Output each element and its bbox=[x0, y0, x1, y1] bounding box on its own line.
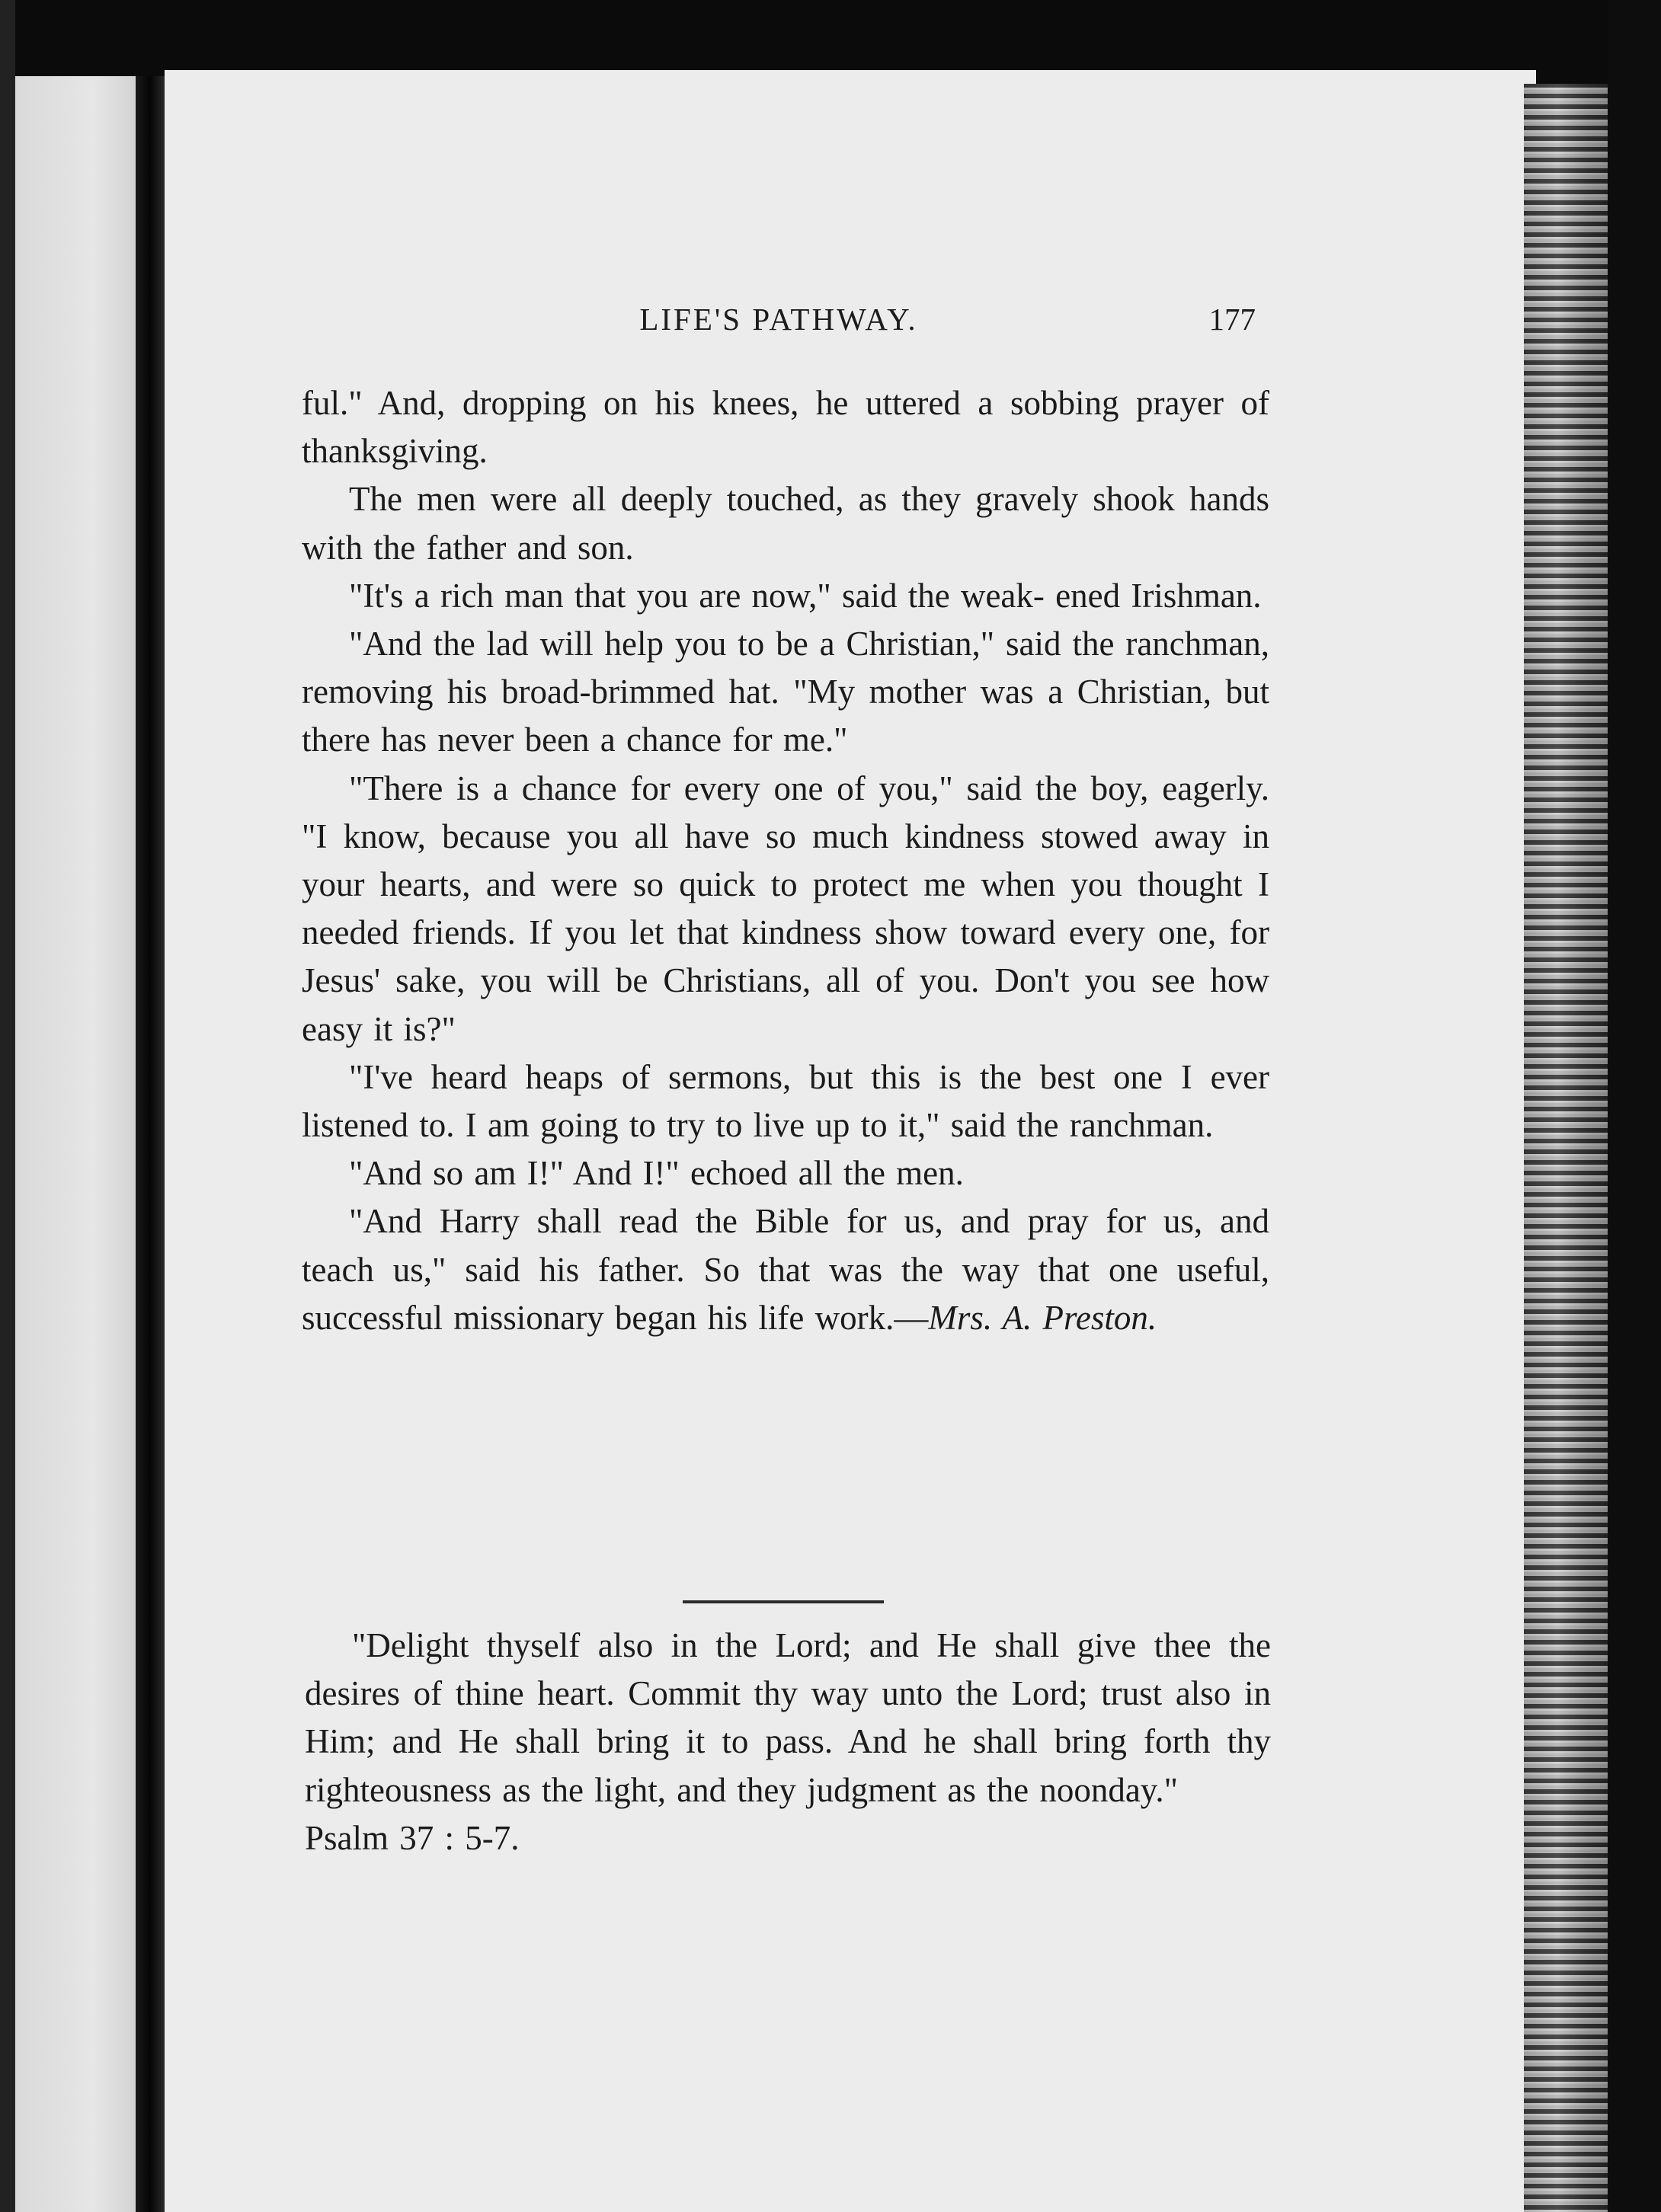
paragraph: "There is a chance for every one of you," said the boy, eagerly. "I know, because you all have so much kindness stowed away in your hearts, and were so quick to protect me when you thought I needed friends. If you let that kindness show toward every one, for Jesus' sake, you will be Christians, all of you. Don't you see how easy it is?" bbox=[302, 769, 1269, 1048]
paragraph: "And so am I!" And I!" echoed all the men. bbox=[349, 1154, 964, 1193]
body-text bbox=[302, 379, 1269, 1342]
scripture-text: "Delight thyself also in the Lord; and He shall give thee the desires of thine heart. Commit thy way unto the Lord; trust also in Him; and He shall bring it to pass. And he shall bring forth thy righteousness as the light, and they judgment as the noonday." bbox=[305, 1626, 1271, 1809]
scan-background-right bbox=[1608, 0, 1661, 2212]
paragraph: "I've heard heaps of sermons, but this is the best one I ever listened to. I am going to try to live up to it," said the ranchman. bbox=[302, 1057, 1269, 1145]
book-binding-gutter bbox=[136, 76, 165, 2212]
page-number: 177 bbox=[1208, 302, 1256, 337]
scan-background-left bbox=[0, 0, 15, 2212]
page-header bbox=[302, 301, 1256, 347]
scripture-quote bbox=[305, 1622, 1271, 1862]
closing-paragraph-text: "And Harry shall read the Bible for us, and pray for us, and teach us," said his father. So that was the way that one useful, successful missionary began his life work.— bbox=[302, 1202, 1269, 1337]
scripture-citation: Psalm 37 : 5-7. bbox=[305, 1818, 520, 1857]
running-head: LIFE'S PATHWAY. bbox=[639, 302, 918, 337]
paragraph: "It's a rich man that you are now," said the weak- ened Irishman. bbox=[349, 576, 1262, 615]
page-stack-edge bbox=[1524, 84, 1608, 2212]
previous-page-edge bbox=[15, 76, 145, 2212]
closing-paragraph bbox=[302, 1197, 1269, 1342]
author-attribution: Mrs. A. Preston. bbox=[928, 1298, 1157, 1337]
paragraph: "And the lad will help you to be a Christian," said the ranchman, removing his broad-brimmed hat. "My mother was a Christian, but there has never been a chance for me." bbox=[302, 625, 1269, 759]
paragraph: ful." And, dropping on his knees, he uttered a sobbing prayer of thanksgiving. bbox=[302, 384, 1269, 471]
section-divider bbox=[683, 1600, 884, 1603]
paragraph: The men were all deeply touched, as they gravely shook hands with the father and son. bbox=[302, 480, 1269, 567]
